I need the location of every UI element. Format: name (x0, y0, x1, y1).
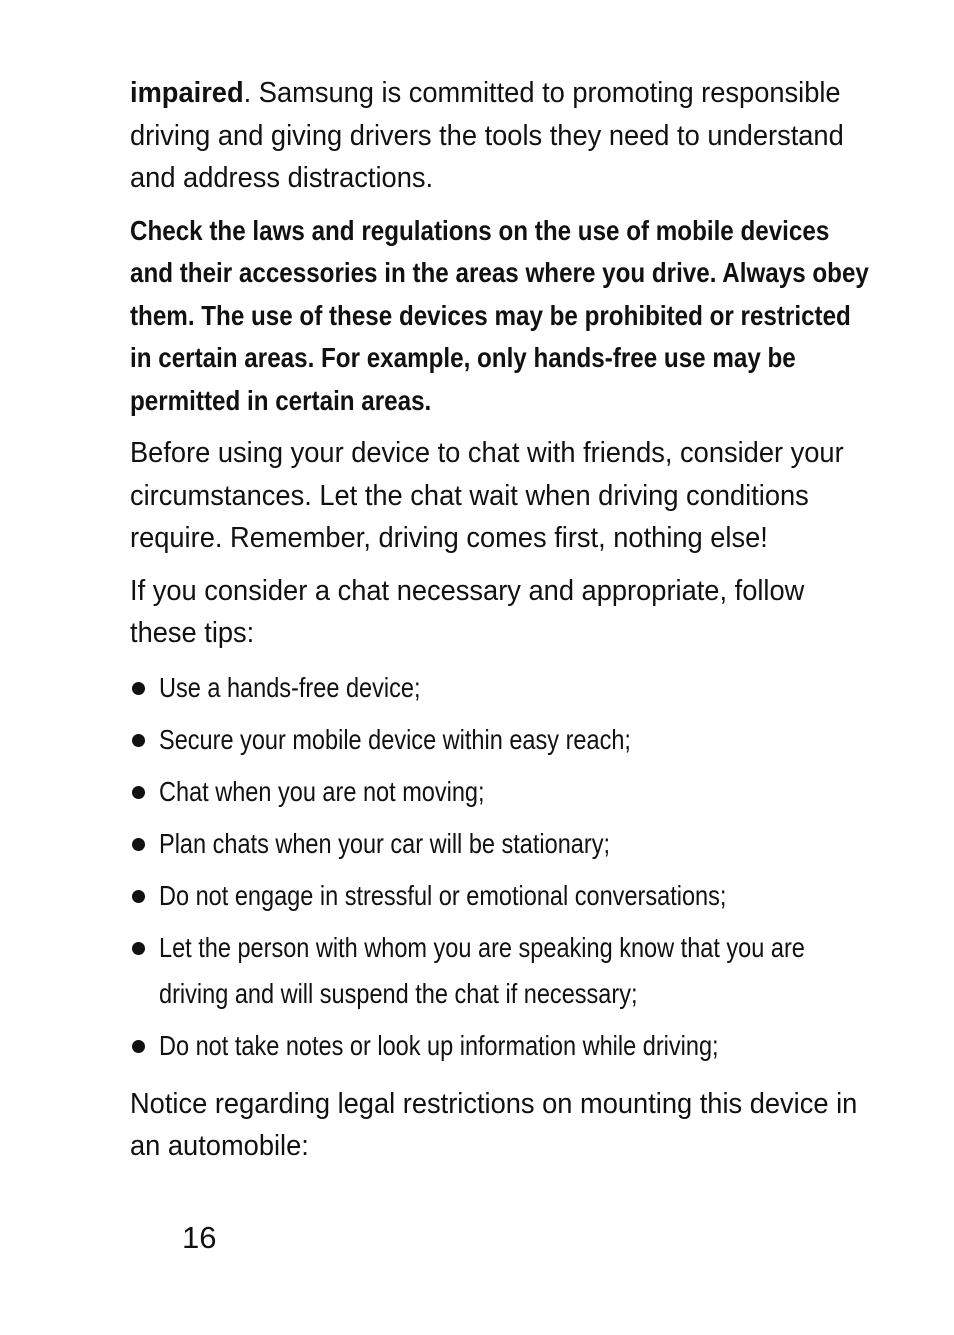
paragraph-mounting-notice: Notice regarding legal restrictions on mounting this device in an automobile: (130, 1087, 858, 1162)
list-item (130, 769, 870, 815)
paragraph-text: . Samsung is committed to promoting responsible driving and giving drivers the tools they need to understand and address distractions. (130, 77, 844, 194)
list-item-text: Do not take notes or look up information while driving; (159, 1029, 719, 1061)
paragraph-tips-intro: If you consider a chat necessary and appropriate, follow these tips: (130, 574, 805, 649)
bullet-icon (132, 838, 145, 851)
list-item (130, 665, 870, 711)
bullet-icon (132, 786, 145, 799)
tips-list (130, 665, 870, 1069)
page-number: 16 (182, 1220, 217, 1255)
list-item-text: Secure your mobile device within easy reach; (159, 723, 631, 755)
list-item (130, 1023, 870, 1069)
bold-lead-word: impaired (130, 77, 244, 109)
paragraph-before-chat: Before using your device to chat with friends, consider your circumstances. Let the chat wait when driving conditions require. Remember, driving comes first, nothing else! (130, 437, 844, 554)
list-item-text: Use a hands-free device; (159, 671, 421, 703)
bullet-icon (132, 682, 145, 695)
bullet-icon (132, 942, 145, 955)
document-body (130, 72, 870, 1178)
list-item (130, 821, 870, 867)
list-item (130, 925, 870, 1017)
list-item-text: Chat when you are not moving; (159, 775, 485, 807)
bullet-icon (132, 890, 145, 903)
bullet-icon (132, 734, 145, 747)
list-item-text: Let the person with whom you are speaking know that you are driving and will suspend the chat if necessary; (159, 931, 805, 1009)
paragraph-samsung-commitment (130, 72, 870, 200)
bullet-icon (132, 1040, 145, 1053)
list-item (130, 873, 870, 919)
list-item-text: Do not engage in stressful or emotional conversations; (159, 879, 727, 911)
paragraph-check-laws: Check the laws and regulations on the use of mobile devices and their accessories in the areas where you drive. Always obey them. The use of these devices may be prohibited or restricted in certain areas. For example, only hands-free use may be permitted in certain areas. (130, 214, 869, 416)
list-item-text: Plan chats when your car will be stationary; (159, 827, 611, 859)
list-item (130, 717, 870, 763)
